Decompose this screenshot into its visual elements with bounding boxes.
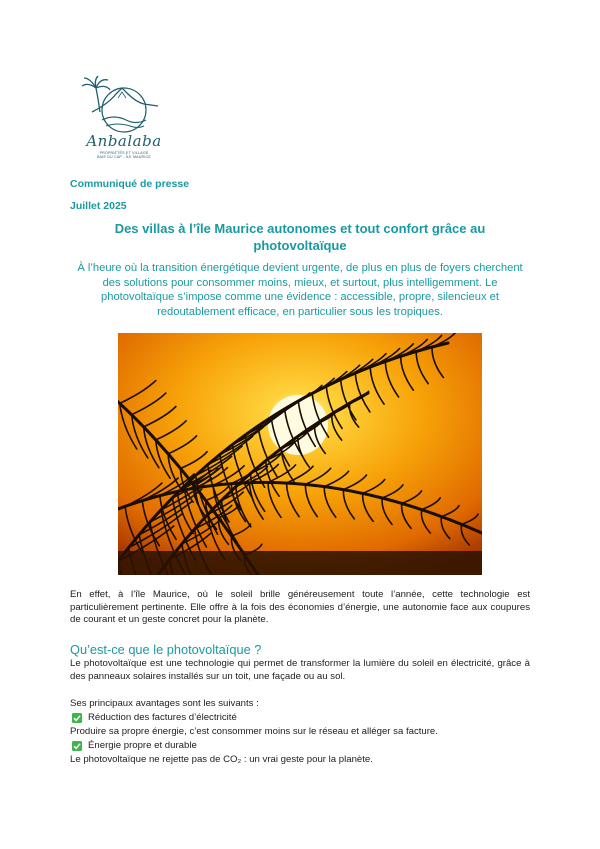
lead-paragraph: À l’heure où la transition énergétique devient urgente, de plus en plus de foyers cherchent des solutions pour consommer moins, mieux, et surtout, plus intelligemment. Le photovoltaïque s’impose comme une évidence : accessible, propre, silencieux et redoutablement efficace, en particulier sous les tropiques. bbox=[77, 262, 523, 318]
logo-wordmark: Anbalaba bbox=[86, 132, 162, 150]
definition-paragraph: Le photovoltaïque est une technologie qui permet de transformer la lumière du soleil en électricité, grâce à des panneaux solaires installés sur un toit, une façade ou au sol. bbox=[70, 658, 530, 682]
advantage-text: Le photovoltaïque ne rejette pas de CO₂ : un vrai geste pour la planète. bbox=[70, 754, 373, 765]
checkmark-icon bbox=[72, 741, 82, 751]
logo-mark-icon bbox=[78, 74, 170, 134]
logo-tagline-line-1: PROPRIÉTÉS ET VILLAGE bbox=[99, 151, 149, 155]
section-title: Qu’est-ce que le photovoltaïque ? bbox=[70, 642, 262, 657]
advantage-title: Réduction des factures d’électricité bbox=[88, 712, 237, 723]
advantage-title: Énergie propre et durable bbox=[88, 740, 197, 751]
sunset-palm-photo bbox=[118, 333, 482, 575]
release-date: Juillet 2025 bbox=[70, 200, 127, 212]
advantage-text: Produire sa propre énergie, c’est consommer moins sur le réseau et alléger sa facture. bbox=[70, 726, 438, 737]
press-release-label: Communiqué de presse bbox=[70, 178, 190, 190]
intro-paragraph: En effet, à l’île Maurice, où le soleil brille généreusement toute l’année, cette technologie est particulièrement pertinente. Elle offre à la fois des économies d’énergie, une autonomie face aux coupures de courant et un geste concret pour la planète. bbox=[70, 589, 530, 625]
advantages-intro: Ses principaux avantages sont les suivants : bbox=[70, 698, 259, 709]
logo-tagline-line-2: BAIE DU CAP - ÎLE MAURICE bbox=[97, 155, 151, 160]
headline: Des villas à l’île Maurice autonomes et tout confort grâce au photovoltaïque bbox=[114, 221, 486, 253]
checkmark-icon bbox=[72, 713, 82, 723]
logo-tagline bbox=[78, 151, 170, 160]
